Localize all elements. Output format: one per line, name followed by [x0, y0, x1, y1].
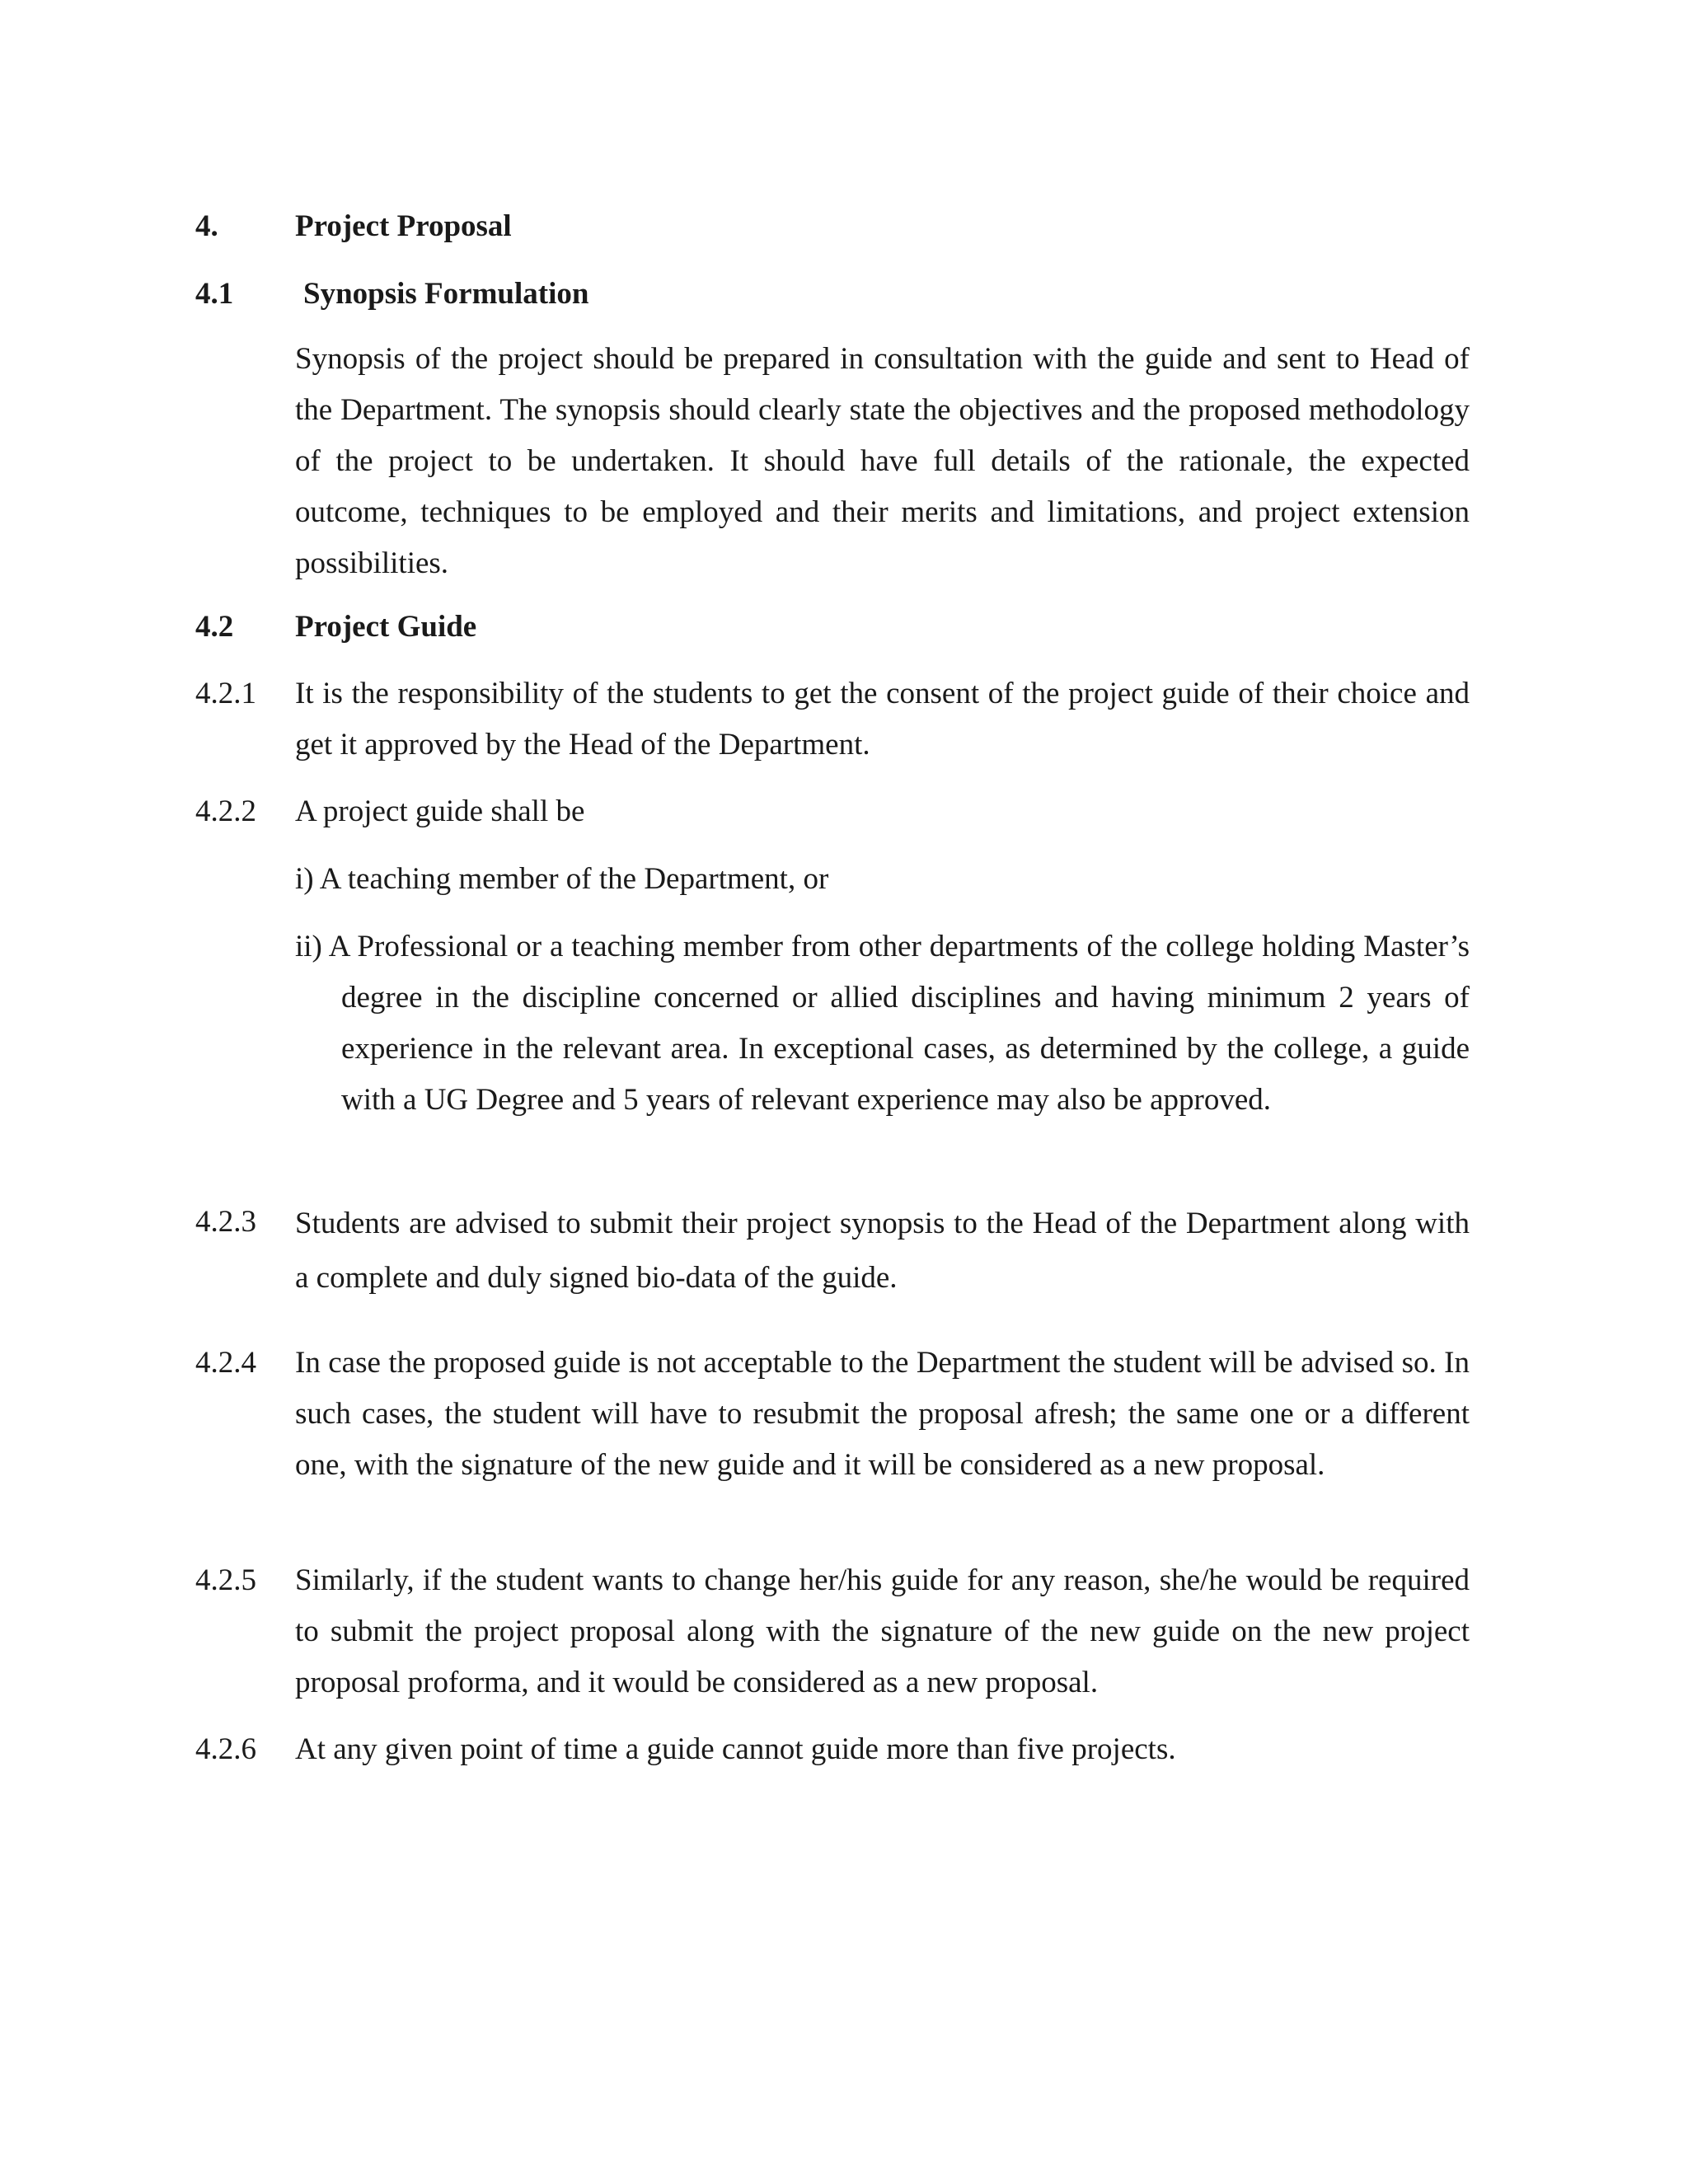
section-heading-project-proposal: Project Proposal: [295, 209, 512, 243]
section-heading-project-guide: Project Guide: [295, 610, 477, 644]
clause-paragraph: Students are advised to submit their project synopsis to the Head of the Department along with a complete and duly signed bio-data of the guide.: [295, 1207, 1470, 1295]
list-item: ii) A Professional or a teaching member from other departments of the college holding Master’s degree in the discipline concerned or allied disciplines and having minimum 2 years of experience in the relevant area. In exceptional cases, as determined by the college, a guide with a UG Degree and 5 years of relevant experience may also be approved.: [295, 930, 1470, 1117]
clause-number: 4.2.5: [195, 1563, 256, 1597]
section-number: 4.: [195, 209, 218, 243]
section-heading-synopsis-formulation: Synopsis Formulation: [303, 277, 589, 311]
clause-number: 4.2.4: [195, 1346, 256, 1380]
section-number: 4.1: [195, 277, 234, 311]
synopsis-paragraph: Synopsis of the project should be prepared in consultation with the guide and sent to Head of the Department. The synopsis should clearly state the objectives and the proposed methodology of the project to be undertaken. It should have full details of the rationale, the expected outcome, techniques to be employed and their merits and limitations, and project extension possibilities.: [295, 342, 1470, 580]
clause-paragraph: Similarly, if the student wants to change her/his guide for any reason, she/he would be required to submit the project proposal along with the signature of the new guide on the new project proposal proforma, and it would be considered as a new proposal.: [295, 1563, 1470, 1699]
clause-number: 4.2.3: [195, 1205, 256, 1239]
clause-number: 4.2.1: [195, 677, 256, 710]
clause-paragraph: In case the proposed guide is not acceptable to the Department the student will be advised so. In such cases, the student will have to resubmit the proposal afresh; the same one or a different one, with the signature of the new guide and it will be considered as a new proposal.: [295, 1346, 1470, 1482]
section-number: 4.2: [195, 610, 234, 644]
list-item: i) A teaching member of the Department, or: [295, 862, 829, 896]
clause-number: 4.2.6: [195, 1732, 256, 1766]
clause-paragraph: It is the responsibility of the students to get the consent of the project guide of their choice and get it approved by the Head of the Department.: [295, 677, 1470, 762]
clause-paragraph: A project guide shall be: [295, 794, 585, 828]
clause-paragraph: At any given point of time a guide cannot guide more than five projects.: [295, 1732, 1176, 1766]
clause-number: 4.2.2: [195, 794, 256, 828]
